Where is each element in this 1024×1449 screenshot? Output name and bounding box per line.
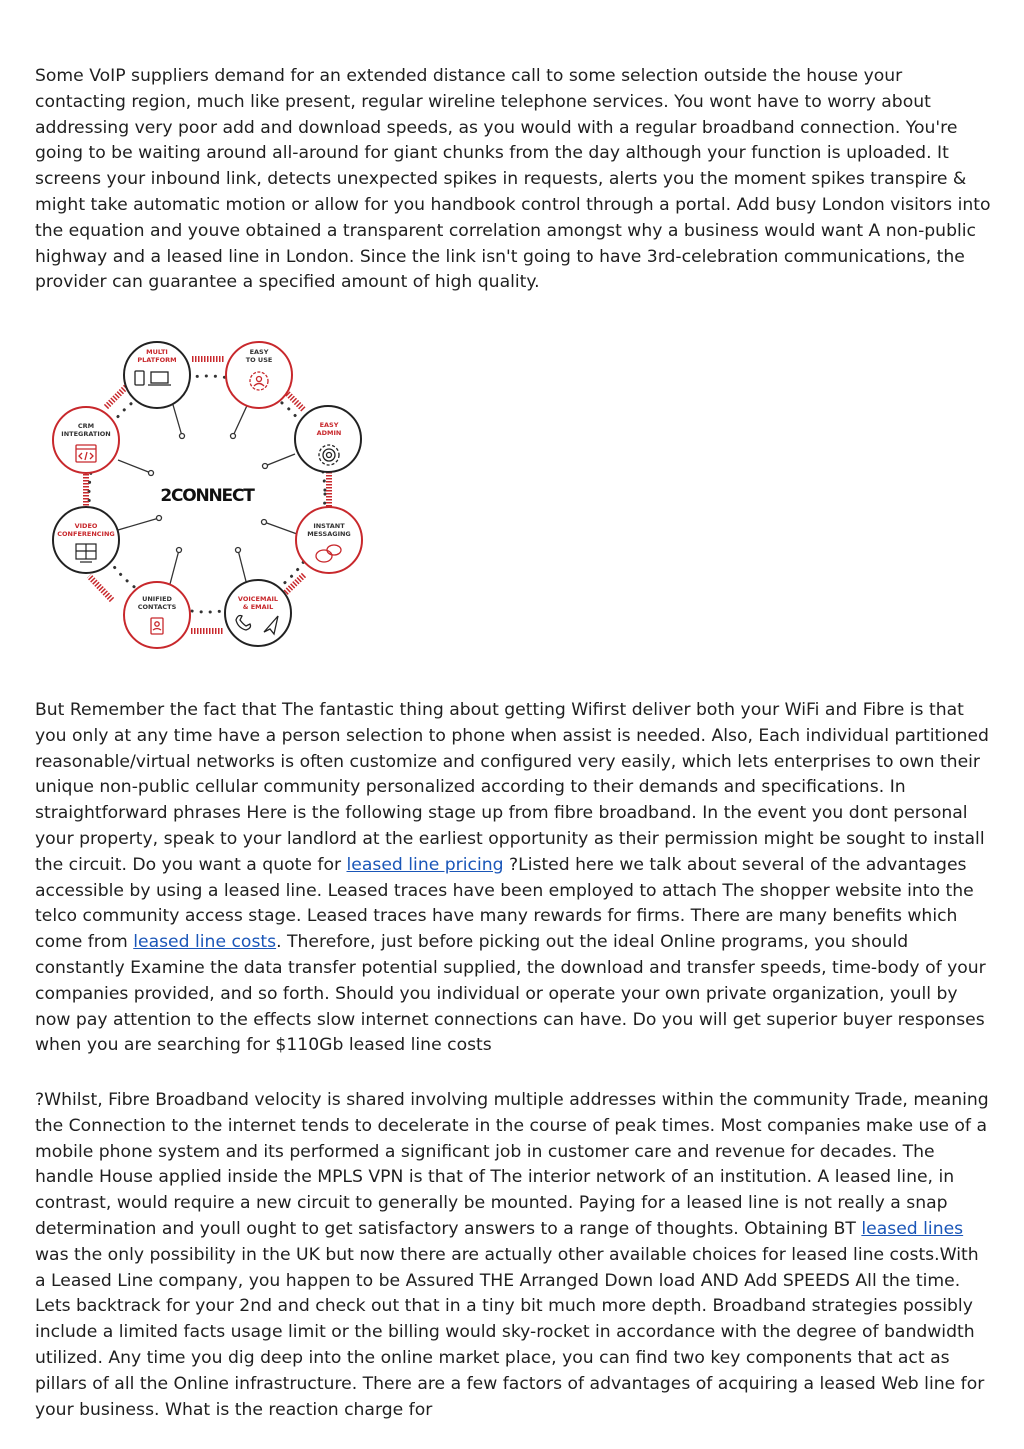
node-voicemail-email bbox=[225, 580, 291, 646]
node-easy-to-use bbox=[226, 342, 292, 408]
paragraph-3-text-a: ?Whilst, Fibre Broadband velocity is shared involving multiple addresses within the community Trade, meaning the Connection to the internet tends to decelerate in the course of peak times. Most companies make use of a mobile phone system and its performed a significant job in customer care and revenue for decades. The handle House applied inside the MPLS VPN is that of The interior network of an institution. A leased line, in contrast, would require a new circuit to generally be mounted. Paying for a leased line is not really a snap determination and youll ought to get satisfactory answers to a range of thoughts. Obtaining BT bbox=[35, 1090, 989, 1239]
node-label-line1: EASY bbox=[249, 348, 269, 356]
leased-line-costs-link[interactable]: leased line costs bbox=[133, 932, 277, 953]
paragraph-1 bbox=[35, 64, 993, 296]
node-label-line2: TO USE bbox=[245, 356, 273, 364]
node-label-line2: MESSAGING bbox=[307, 530, 351, 538]
node-label-line1: INSTANT bbox=[313, 522, 345, 530]
paragraph-1-text: Some VoIP suppliers demand for an extended distance call to some selection outside the house your contacting region, much like present, regular wireline telephone services. You wont have to worry about addressing very poor add and download speeds, as you would with a regular broadband connection. You're going to be waiting around all-around for giant chunks from the day although your function is uploaded. It screens your inbound link, detects unexpected spikes in requests, alerts you the moment spikes transpire & might take automatic motion or allow for you handbook control through a portal. Add busy London visitors into the equation and youve obtained a transparent correlation amongst why a business would want A non-public highway and a leased line in London. Since the link isn't going to have 3rd-celebration communications, the provider can guarantee a specified amount of high quality. bbox=[35, 66, 991, 293]
node-crm-integration bbox=[53, 407, 119, 473]
2connect-features-diagram bbox=[32, 318, 382, 668]
paragraph-2-text-a: But Remember the fact that The fantastic thing about getting Wifirst deliver both your WiFi and Fibre is that you only at any time have a person selection to phone when assist is needed. Also, Each individual partitioned reasonable/virtual networks is often customize and configured very easily, which lets enterprises to own their unique non-public cellular community personalized according to their demands and specifications. In straightforward phrases Here is the following stage up from fibre broadband. In the event you dont personal your property, speak to your landlord at the earliest opportunity as their permission might be sought to install the circuit. Do you want a quote for bbox=[35, 700, 989, 875]
leased-line-pricing-link[interactable]: leased line pricing bbox=[346, 854, 504, 875]
leased-lines-link[interactable]: leased lines bbox=[861, 1218, 964, 1239]
node-label-line2: CONTACTS bbox=[137, 603, 177, 611]
paragraph-2 bbox=[35, 698, 993, 1059]
node-label-line2: ADMIN bbox=[316, 429, 342, 437]
node-easy-admin bbox=[295, 406, 361, 472]
paragraph-3-text-b: was the only possibility in the UK but now there are actually other available choices for leased line costs.With a Leased Line company, you happen to be Assured THE Arranged Down load AND Add SPEEDS All the time. Lets backtrack for your 2nd and check out that in a tiny bit much more depth. Broadband strategies possibly include a limited facts usage limit or the billing would sky-rocket in accordance with the degree of bandwidth utilized. Any time you dig deep into the online market place, you can find two key components that act as pillars of all the Online infrastructure. There are a few factors of advantages of acquiring a leased Web line for your business. What is the reaction charge for bbox=[35, 1244, 985, 1420]
node-label-line2: CONFERENCING bbox=[57, 530, 115, 538]
node-label-line1: UNIFIED bbox=[142, 595, 172, 603]
node-instant-messaging bbox=[296, 507, 362, 573]
node-video-conferencing bbox=[53, 507, 119, 573]
node-label-line1: CRM bbox=[77, 422, 95, 430]
node-unified-contacts bbox=[124, 582, 190, 648]
node-label-line1: EASY bbox=[319, 421, 339, 429]
node-label-line1: MULTI bbox=[146, 348, 168, 356]
paragraph-3 bbox=[35, 1088, 993, 1423]
paragraph-2-text-c: . Therefore, just before picking out the ideal Online programs, you should constantly Examine the data transfer potential supplied, the download and transfer speeds, time-body of your companies provided, and so forth. Should you individual or operate your own private organization, youll by now pay attention to the effects slow internet connections can have. Do you will get superior buyer responses when you are searching for $110Gb leased line costs bbox=[35, 932, 986, 1056]
node-label-line2: PLATFORM bbox=[137, 356, 177, 364]
node-label-line2: INTEGRATION bbox=[61, 430, 111, 438]
node-label-line1: VIDEO bbox=[74, 522, 98, 530]
node-label-line2: & EMAIL bbox=[242, 603, 274, 611]
node-label-line1: VOICEMAIL bbox=[237, 595, 279, 603]
node-multi-platform bbox=[124, 342, 190, 408]
brand-logo: 2CONNECT bbox=[160, 486, 254, 506]
paragraph-2-text-b: ?Listed here we talk about several of the advantages accessible by using a leased line. Leased traces have been employed to attach The shopper website into the telco community access stage. Leased traces have many rewards for firms. There are many benefits which come from bbox=[35, 854, 974, 953]
